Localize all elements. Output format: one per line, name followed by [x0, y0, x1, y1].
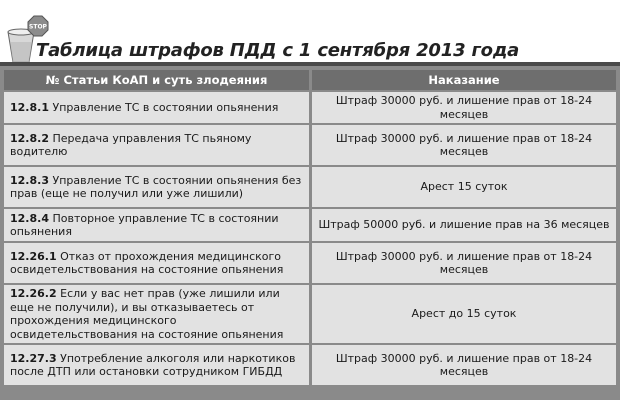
table-row — [4, 125, 616, 165]
fines-table — [4, 68, 616, 387]
article-number: 12.8.1 — [10, 100, 49, 114]
offense-cell — [4, 285, 312, 343]
table-row — [4, 209, 616, 241]
table-row — [4, 167, 616, 207]
offense-cell — [4, 243, 312, 283]
penalty-cell: Штраф 30000 руб. и лишение прав от 18-24 месяцев — [312, 125, 616, 165]
page-title: Таблица штрафов ПДД с 1 сентября 2013 года — [36, 40, 520, 61]
table-row — [4, 243, 616, 283]
offense-cell — [4, 345, 312, 385]
offense-description: Повторное управление ТС в состоянии опьянения — [10, 211, 279, 238]
table-row — [4, 345, 616, 385]
article-number: 12.8.4 — [10, 211, 49, 225]
offense-description: Если у вас нет прав (уже лишили или еще не получили), и вы отказываетесь от прохождения медицинского освидетельствования на состояние опьянения — [10, 287, 284, 341]
column-header-article: № Статьи КоАП и суть злодеяния — [4, 70, 312, 90]
offense-description: Употребление алкоголя или наркотиков после ДТП или остановки сотрудником ГИБДД — [10, 351, 296, 378]
offense-description: Управление ТС в состоянии опьянения — [52, 100, 279, 114]
article-number: 12.8.2 — [10, 131, 49, 145]
table-header-row — [4, 70, 616, 90]
table-row — [4, 92, 616, 123]
offense-cell — [4, 125, 312, 165]
offense-cell — [4, 209, 312, 241]
offense-cell — [4, 167, 312, 207]
article-number: 12.26.2 — [10, 287, 57, 300]
penalty-cell: Арест до 15 суток — [312, 285, 616, 343]
offense-description: Передача управления ТС пьяному водителю — [10, 131, 252, 158]
article-number: 12.27.3 — [10, 351, 57, 365]
table-row — [4, 285, 616, 343]
offense-description: Отказ от прохождения медицинского освидетельствования на состояние опьянения — [10, 249, 284, 276]
fines-table-frame — [0, 66, 620, 400]
penalty-cell: Штраф 30000 руб. и лишение прав от 18-24 месяцев — [312, 243, 616, 283]
article-number: 12.26.1 — [10, 249, 57, 263]
column-header-penalty: Наказание — [312, 70, 616, 90]
offense-description: Управление ТС в состоянии опьянения без прав (еще не получил или уже лишили) — [10, 173, 302, 200]
penalty-cell: Арест 15 суток — [312, 167, 616, 207]
penalty-cell: Штраф 30000 руб. и лишение прав от 18-24 месяцев — [312, 345, 616, 385]
penalty-cell: Штраф 30000 руб. и лишение прав от 18-24 месяцев — [312, 92, 616, 123]
offense-cell — [4, 92, 312, 123]
penalty-cell: Штраф 50000 руб. и лишение прав на 36 месяцев — [312, 209, 616, 241]
article-number: 12.8.3 — [10, 173, 49, 187]
title-area — [0, 0, 620, 68]
svg-text:STOP: STOP — [29, 23, 47, 31]
